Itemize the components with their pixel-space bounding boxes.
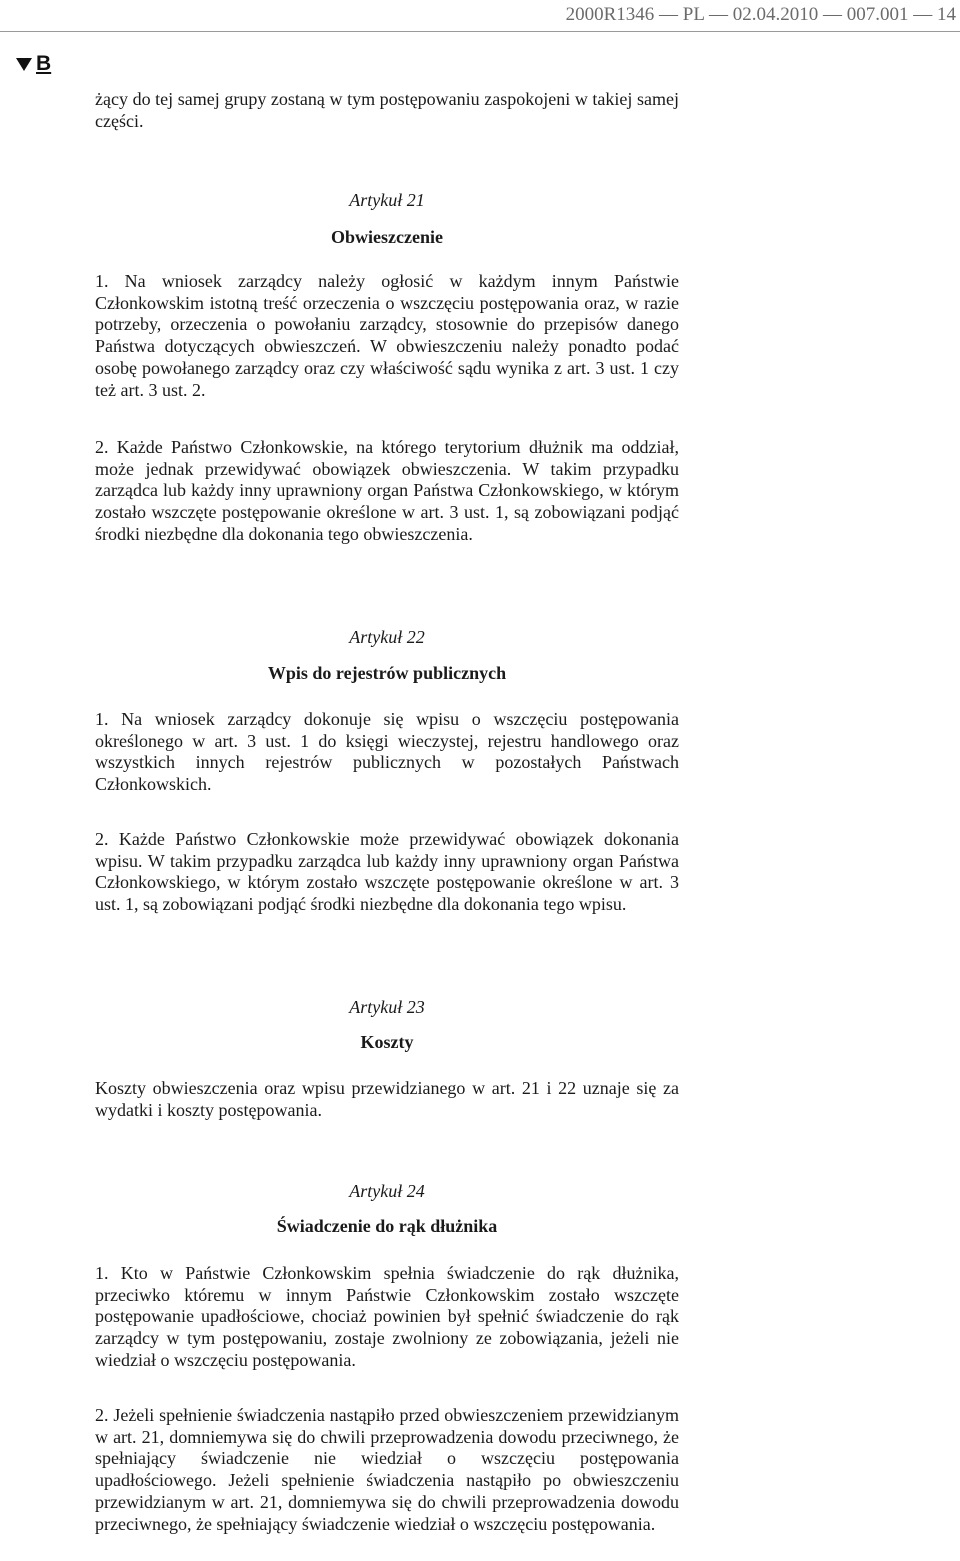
article-23-number: Artykuł 23 [349,997,425,1017]
article-24-paragraph-2-block [95,1405,679,1535]
article-21-paragraph-2-block [95,437,679,546]
triangle-down-icon [16,58,32,71]
intro-text-block [95,89,679,132]
article-21-title: Obwieszczenie [331,227,443,247]
article-23-paragraph-1-block [95,1078,679,1121]
article-22-title: Wpis do rejestrów publicznych [267,663,507,683]
article-24-paragraph-1: 1. Kto w Państwie Członkowskim spełnia świadczenie do rąk dłużnika, przeciwko któremu w innym Państwie Członkowskim zostało wszczęte postępowanie upadłościowe, chociaż powinien był spełnić świadczenie do rąk zarządcy w tym postępowaniu, zostaje zwolniony ze zobowiązania, jeżeli nie wiedział o wszczęciu postępowania. [95,1263,679,1370]
intro-paragraph: żący do tej samej grupy zostaną w tym postępowaniu zaspokojeni w takiej samej części. [95,89,679,131]
article-23-title: Koszty [360,1032,414,1052]
amendment-marker [16,52,51,76]
article-24-number: Artykuł 24 [349,1181,425,1201]
article-23-paragraph-1: Koszty obwieszczenia oraz wpisu przewidzianego w art. 21 i 22 uznaje się za wydatki i koszty postępowania. [95,1078,679,1120]
article-22-number: Artykuł 22 [349,627,425,647]
article-24-paragraph-2: 2. Jeżeli spełnienie świadczenia nastąpiło przed obwieszczeniem przewidzianym w art. 21, domniemywa się do chwili przeprowadzenia dowodu przeciwnego, że spełniający świadczenie nie wiedział o wszczęciu postępowania upadłościowego. Jeżeli spełnienie świadczenia nastąpiło po obwieszczeniu przewidzianym w art. 21, domniemywa się do chwili przeprowadzenia dowodu przeciwnego, że spełniający świadczenie wiedział o wszczęciu postępowania. [95,1405,679,1534]
article-24-title: Świadczenie do rąk dłużnika [276,1216,498,1236]
article-22-paragraph-1-block [95,709,679,796]
article-24-paragraph-1-block [95,1263,679,1372]
amendment-marker-letter: B [36,52,52,75]
article-22-paragraph-1: 1. Na wniosek zarządcy dokonuje się wpisu o wszczęciu postępowania określonego w art. 3 ust. 1 do księgi wieczystej, rejestru handlowego oraz wszystkich innych rejestrów publicznych w pozostałych Państwach Członkowskich. [95,709,679,795]
article-21-paragraph-1: 1. Na wniosek zarządcy należy ogłosić w każdym innym Państwie Członkowskim istotną treść orzeczenia o wszczęciu postępowania oraz, w razie potrzeby, orzeczenia o powołaniu zarządcy, stosownie do przepisów danego Państwa dotyczących obwieszczeń. W obwieszczeniu należy ponadto podać osobę powołanego zarządcy oraz czy właściwość sądu wynika z art. 3 ust. 1 czy też art. 3 ust. 2. [95,271,679,400]
article-22-paragraph-2-block [95,829,679,916]
article-21-paragraph-1-block [95,271,679,401]
article-21-paragraph-2: 2. Każde Państwo Członkowskie, na którego terytorium dłużnik ma oddział, może jednak przewidywać obowiązek obwieszczenia. W takim przypadku zarządca lub każdy inny uprawniony organ Państwa Członkowskiego, w którym zostało wszczęte postępowanie określone w art. 3 ust. 1, są zobowiązani podjąć środki niezbędne dla dokonania tego obwieszczenia. [95,437,679,544]
document-reference: 2000R1346 — PL — 02.04.2010 — 007.001 — 14 [565,4,956,25]
header-divider [0,31,960,32]
article-22-paragraph-2: 2. Każde Państwo Członkowskie może przewidywać obowiązek dokonania wpisu. W takim przypadku zarządca lub każdy inny uprawniony organ Państwa Członkowskiego, w którym zostało wszczęte postępowanie określone w art. 3 ust. 1, są zobowiązani podjąć środki niezbędne dla dokonania tego wpisu. [95,829,679,915]
article-21-number: Artykuł 21 [349,190,425,210]
